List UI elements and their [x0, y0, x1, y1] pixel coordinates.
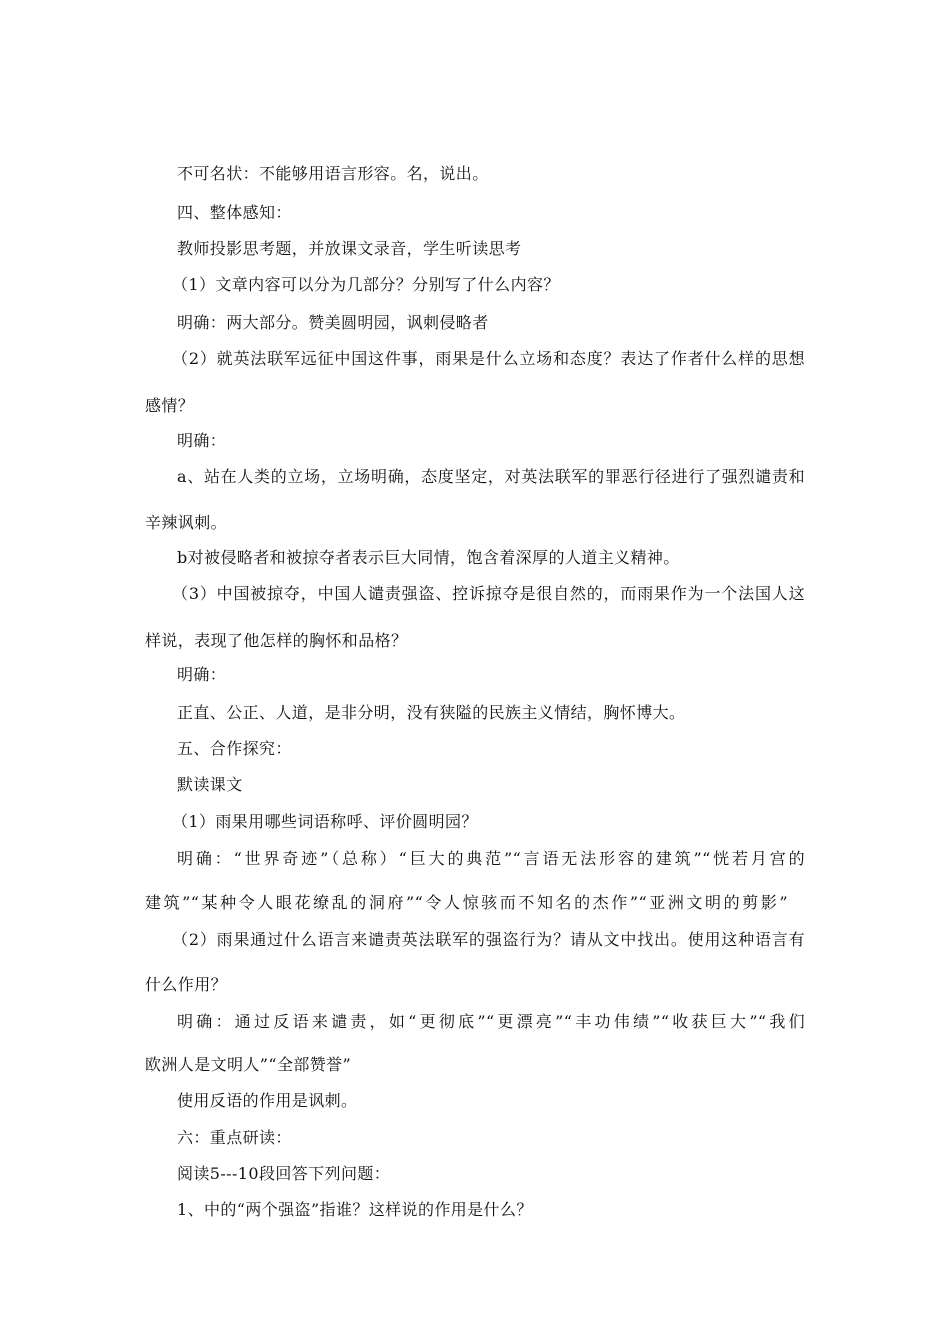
paragraph-line: 欧洲人是文明人”“全部赞誉”: [145, 1055, 352, 1074]
paragraph-line: 默读课文: [177, 775, 243, 794]
answer-line: 明确：通过反语来谴责，如“更彻底”“更漂亮”“丰功伟绩”“收获巨大”“我们: [177, 1012, 805, 1031]
question-line: 1、中的“两个强盗”指谁？这样说的作用是什么？: [177, 1200, 533, 1219]
paragraph-line: a、站在人类的立场，立场明确，态度坚定，对英法联军的罪恶行径进行了强烈谴责和: [177, 467, 805, 486]
section-heading: 五、合作探究：: [177, 739, 292, 758]
question-line: （2）雨果通过什么语言来谴责英法联军的强盗行为？请从文中找出。使用这种语言有: [172, 930, 805, 949]
answer-line: 明确：: [177, 431, 227, 450]
section-heading: 六：重点研读：: [177, 1128, 292, 1147]
paragraph-line: 什么作用？: [145, 975, 228, 994]
paragraph-line: 辛辣讽刺。: [145, 513, 228, 532]
question-line: （1）文章内容可以分为几部分？分别写了什么内容？: [172, 275, 560, 294]
section-heading: 四、整体感知：: [177, 203, 292, 222]
paragraph-line: 使用反语的作用是讽刺。: [177, 1091, 358, 1110]
paragraph-line: 正直、公正、人道，是非分明，没有狭隘的民族主义情结，胸怀博大。: [177, 703, 686, 722]
paragraph-line: 阅读5---10段回答下列问题：: [177, 1164, 391, 1183]
question-line: （2）就英法联军远征中国这件事，雨果是什么立场和态度？表达了作者什么样的思想: [172, 349, 805, 368]
paragraph-line: 建筑”“某种令人眼花缭乱的洞府”“令人惊骇而不知名的杰作”“亚洲文明的剪影”: [145, 893, 788, 912]
question-line: （3）中国被掠夺，中国人谴责强盗、控诉掠夺是很自然的，而雨果作为一个法国人这: [172, 584, 805, 603]
paragraph-line: 样说，表现了他怎样的胸怀和品格？: [145, 631, 408, 650]
answer-line: 明确：两大部分。赞美圆明园，讽刺侵略者: [177, 313, 489, 332]
paragraph-line: 感情？: [145, 396, 195, 415]
answer-line: 明确：: [177, 665, 227, 684]
paragraph-line: 教师投影思考题，并放课文录音，学生听读思考: [177, 239, 522, 258]
paragraph-line: b对被侵略者和被掠夺者表示巨大同情，饱含着深厚的人道主义精神。: [177, 548, 680, 567]
paragraph-line: 不可名状：不能够用语言形容。名，说出。: [177, 164, 489, 183]
question-line: （1）雨果用哪些词语称呼、评价圆明园？: [172, 812, 478, 831]
answer-line: 明确：“世界奇迹”（总称）“巨大的典范”“言语无法形容的建筑”“恍若月宫的: [177, 849, 805, 868]
